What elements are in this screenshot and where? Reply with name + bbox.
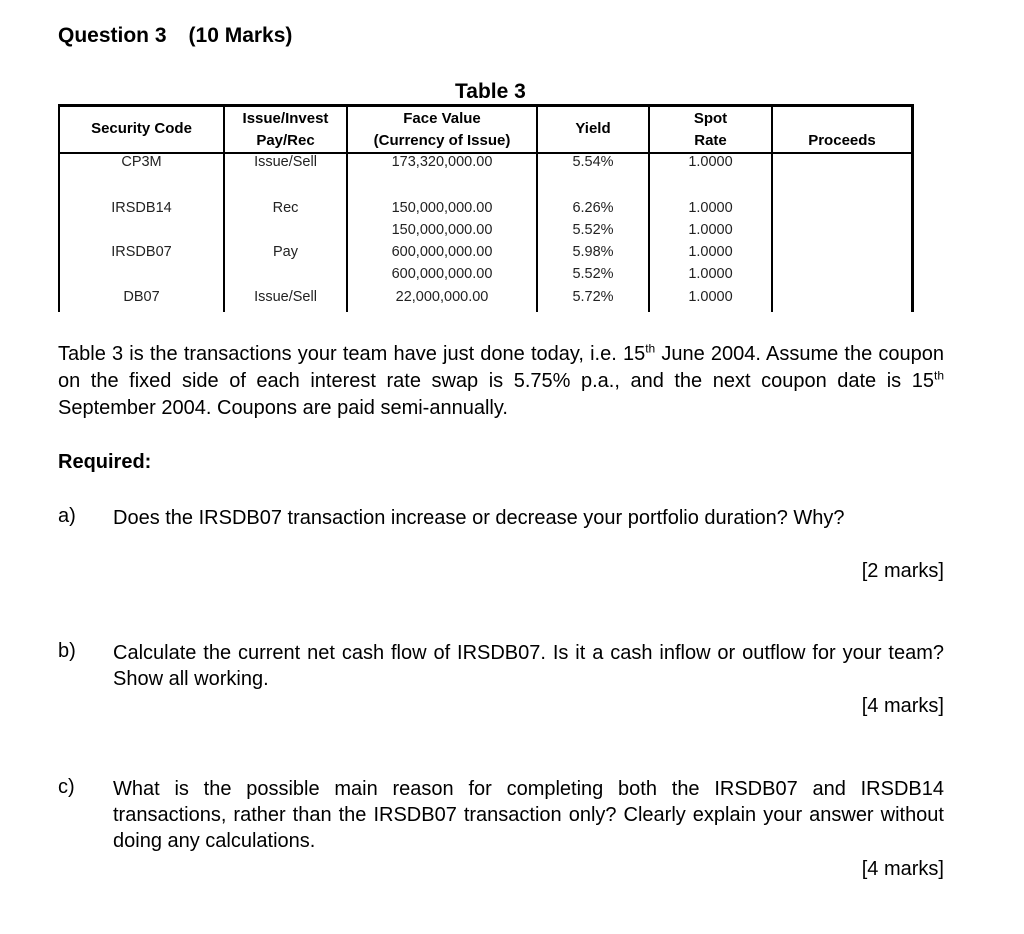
- header-currency: (Currency of Issue): [373, 132, 511, 149]
- cell-face-value: 150,000,000.00: [391, 200, 493, 216]
- part-c-label: c): [58, 776, 75, 798]
- question-marks: (10 Marks): [188, 24, 293, 47]
- table-title: Table 3: [455, 80, 526, 103]
- cell-yield: 5.52%: [572, 266, 614, 282]
- transactions-table: [58, 104, 914, 312]
- cell-action: Issue/Sell: [254, 289, 317, 305]
- table-col-rule: [911, 104, 914, 312]
- cell-spot-rate: 1.0000: [688, 222, 733, 238]
- cell-security-code: IRSDB07: [111, 244, 172, 260]
- cell-face-value: 150,000,000.00: [391, 222, 493, 238]
- cell-spot-rate: 1.0000: [688, 244, 733, 260]
- cell-face-value: 173,320,000.00: [391, 154, 493, 170]
- header-spot: Spot: [693, 110, 728, 127]
- question-title: [58, 24, 292, 48]
- table-top-rule: [58, 104, 914, 107]
- cell-action: Rec: [272, 200, 299, 216]
- header-face-value: Face Value: [403, 110, 481, 127]
- cell-spot-rate: 1.0000: [688, 266, 733, 282]
- cell-face-value: 600,000,000.00: [391, 244, 493, 260]
- cell-face-value: 22,000,000.00: [395, 289, 489, 305]
- cell-yield: 5.72%: [572, 289, 614, 305]
- part-b-text: Calculate the current net cash flow of IRSDB07. Is it a cash inflow or outflow for your team? Show all working.: [113, 642, 944, 690]
- cell-spot-rate: 1.0000: [688, 154, 733, 170]
- header-pay-rec: Pay/Rec: [256, 132, 315, 149]
- header-yield: Yield: [575, 120, 611, 137]
- cell-action: Pay: [273, 244, 298, 260]
- header-issue-invest: Issue/Invest: [242, 110, 329, 127]
- cell-face-value: 600,000,000.00: [391, 266, 493, 282]
- part-a-text: Does the IRSDB07 transaction increase or decrease your portfolio duration? Why?: [113, 507, 845, 529]
- cell-security-code: CP3M: [121, 154, 162, 170]
- cell-security-code: DB07: [123, 289, 160, 305]
- part-b-label: b): [58, 640, 76, 662]
- question-number: Question 3: [58, 24, 167, 47]
- cell-spot-rate: 1.0000: [688, 200, 733, 216]
- cell-yield: 6.26%: [572, 200, 614, 216]
- part-b-marks: [4 marks]: [861, 695, 944, 717]
- cell-spot-rate: 1.0000: [688, 289, 733, 305]
- cell-yield: 5.54%: [572, 154, 614, 170]
- header-security-code: Security Code: [91, 120, 192, 137]
- part-c-text: What is the possible main reason for completing both the IRSDB07 and IRSDB14 transactions, rather than the IRSDB07 transaction only? Clearly explain your answer without doing any calculations.: [113, 778, 944, 852]
- cell-yield: 5.98%: [572, 244, 614, 260]
- part-a-label: a): [58, 505, 76, 527]
- required-heading: Required:: [58, 451, 152, 473]
- part-c-marks: [4 marks]: [861, 858, 944, 880]
- header-proceeds: Proceeds: [808, 132, 876, 149]
- header-rate: Rate: [694, 132, 727, 149]
- part-a-marks: [2 marks]: [861, 560, 944, 582]
- intro-paragraph: Table 3 is the transactions your team have just done today, i.e. 15th June 2004. Assume the coupon on the fixed side of each interest rate swap is 5.75% p.a., and the next coupon date is 15th September 2004. Coupons are paid semi-annually.: [58, 341, 944, 419]
- cell-yield: 5.52%: [572, 222, 614, 238]
- cell-action: Issue/Sell: [254, 154, 317, 170]
- cell-security-code: IRSDB14: [111, 200, 172, 216]
